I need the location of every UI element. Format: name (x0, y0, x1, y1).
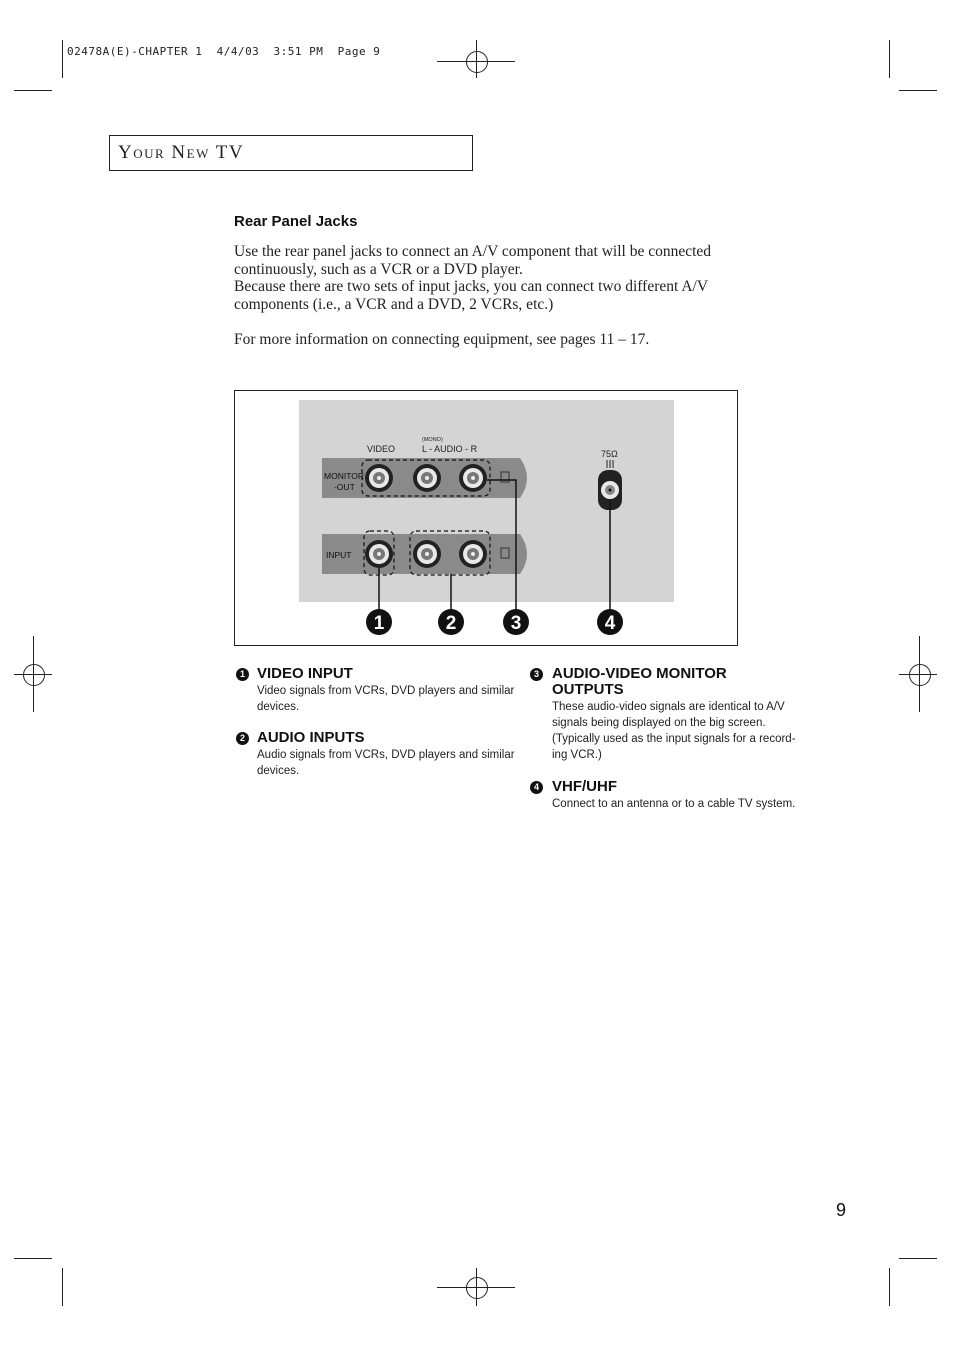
antenna-label: 75Ω (601, 449, 618, 459)
jack-monitor-video (365, 464, 393, 492)
item-title-video-input: VIDEO INPUT (257, 665, 353, 682)
jack-input-audio-r (459, 540, 487, 568)
svg-text:2: 2 (445, 613, 457, 634)
callout-2 (438, 609, 464, 635)
audio-label: L - AUDIO - R (422, 444, 478, 454)
item-number-2: 2 (236, 732, 249, 745)
print-slug: 02478A(E)-CHAPTER 1 4/4/03 3:51 PM Page 9 (67, 45, 381, 58)
jack-monitor-audio-l (413, 464, 441, 492)
item-title-vhf-uhf: VHF/UHF (552, 778, 617, 795)
section-heading: Rear Panel Jacks (234, 213, 358, 230)
chapter-title: Your New TV (118, 142, 245, 163)
mono-label: (MONO) (422, 437, 443, 443)
jack-monitor-audio-r (459, 464, 487, 492)
item-number-4: 4 (530, 781, 543, 794)
callout-3 (503, 609, 529, 635)
item-desc-vhf-uhf: Connect to an antenna or to a cable TV system. (552, 798, 796, 810)
item-desc-video-input: Video signals from VCRs, DVD players and similar devices. (257, 685, 515, 713)
item-desc-av-monitor-outputs: These audio-video signals are identical to A/V signals being displayed on the big screen. (Typically used as the input signals for a record- ing VCR.) (552, 701, 796, 761)
item-desc-audio-inputs: Audio signals from VCRs, DVD players and similar devices. (257, 749, 515, 777)
svg-text:3: 3 (510, 613, 522, 634)
item-number-1: 1 (236, 668, 249, 681)
video-label: VIDEO (367, 444, 396, 454)
callout-1 (366, 609, 392, 635)
jack-input-audio-l (413, 540, 441, 568)
item-title-av-monitor-outputs: AUDIO-VIDEO MONITOR OUTPUTS (552, 665, 727, 698)
rear-panel-diagram (234, 390, 738, 646)
svg-text:1: 1 (373, 613, 385, 634)
svg-text:4: 4 (604, 613, 616, 634)
input-label: INPUT (326, 550, 352, 560)
body-paragraph-3: For more information on connecting equipment, see pages 11 – 17. (234, 331, 650, 348)
page-number: 9 (836, 1200, 847, 1220)
item-title-audio-inputs: AUDIO INPUTS (257, 729, 365, 746)
item-number-3: 3 (530, 668, 543, 681)
monitor-out-label-line2: -OUT (334, 482, 355, 492)
callout-4 (597, 609, 623, 635)
jack-input-video (365, 540, 393, 568)
body-paragraph-2: Because there are two sets of input jacks, you can connect two different A/V components (i.e., a VCR and a DVD, 2 VCRs, etc.) (234, 278, 708, 313)
body-paragraph-1: Use the rear panel jacks to connect an A/V component that will be connected continuously, such as a VCR or a DVD player. (234, 243, 712, 278)
monitor-out-label-line1: MONITOR (324, 471, 364, 481)
